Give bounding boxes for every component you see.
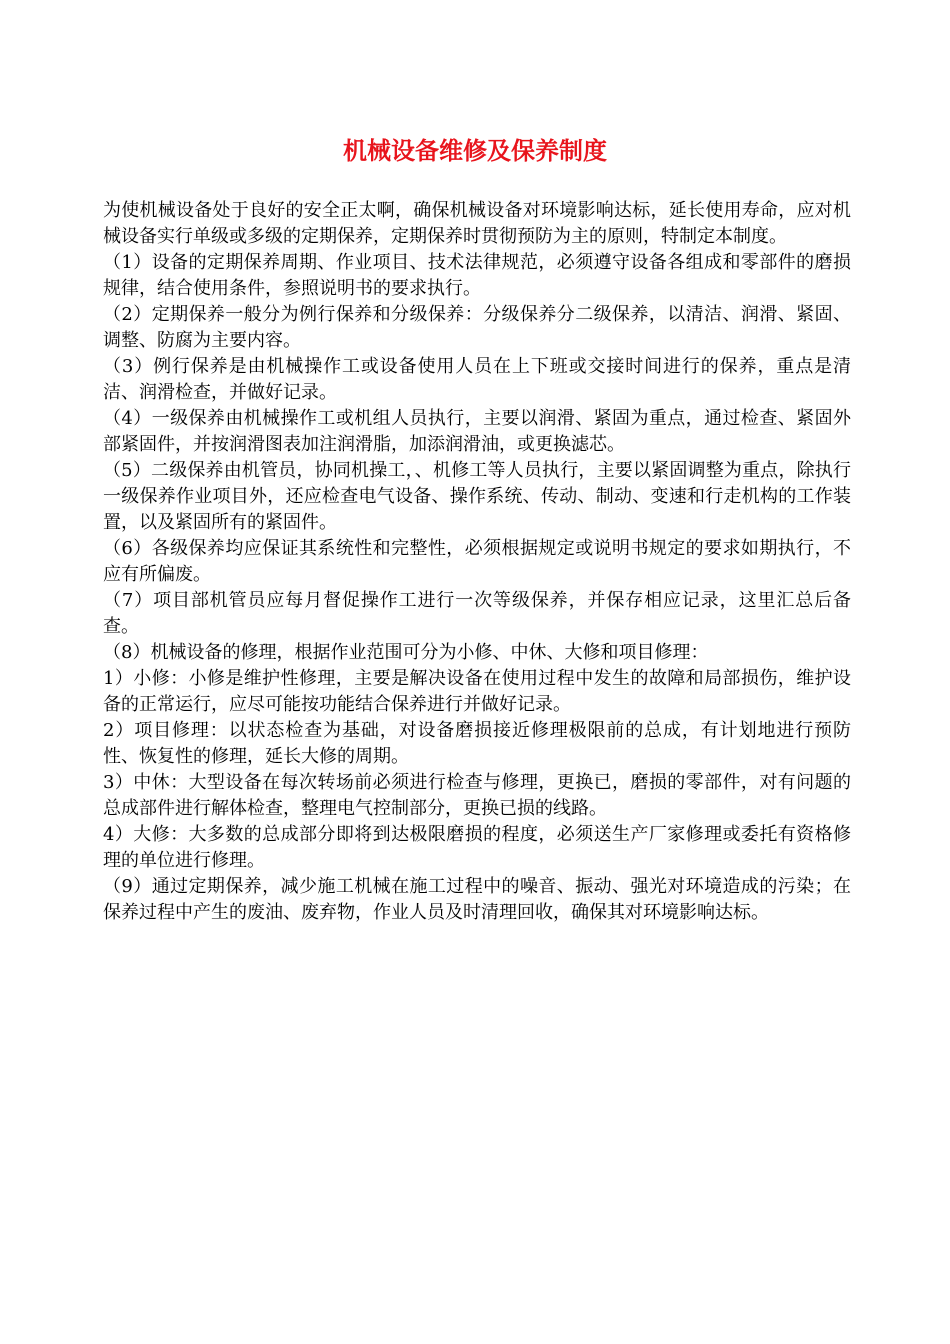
paragraph-6: （6）各级保养均应保证其系统性和完整性，必须根据规定或说明书规定的要求如期执行，不应有所偏废。 [103, 538, 851, 585]
document-title: 机械设备维修及保养制度 [343, 137, 607, 165]
sub-item-overhaul: 4）大修：大多数的总成部分即将到达极限磨损的程度，必须送生产厂家修理或委托有资格修理的单位进行修理。 [103, 824, 851, 871]
paragraph-1: （1）设备的定期保养周期、作业项目、技术法律规范，必须遵守设备各组成和零部件的磨损规律，结合使用条件，参照说明书的要求执行。 [103, 252, 851, 299]
paragraph-8: （8）机械设备的修理，根据作业范围可分为小修、中休、大修和项目修理： [103, 642, 709, 663]
sub-item-minor-repair: 1）小修：小修是维护性修理，主要是解决设备在使用过程中发生的故障和局部损伤，维护设备的正常运行，应尽可能按功能结合保养进行并做好记录。 [103, 668, 851, 715]
intro-paragraph: 为使机械设备处于良好的安全正太啊，确保机械设备对环境影响达标，延长使用寿命，应对机械设备实行单级或多级的定期保养，定期保养时贯彻预防为主的原则，特制定本制度。 [103, 200, 851, 247]
paragraph-5: （5）二级保养由机管员，协同机操工，、机修工等人员执行，主要以紧固调整为重点，除执行一级保养作业项目外，还应检查电气设备、操作系统、传动、制动、变速和行走机构的工作装置，以及紧固所有的紧固件。 [103, 460, 851, 533]
sub-item-project-repair: 2）项目修理：以状态检查为基础，对设备磨损接近修理极限前的总成，有计划地进行预防性、恢复性的修理，延长大修的周期。 [103, 720, 851, 767]
paragraph-4: （4）一级保养由机械操作工或机组人员执行，主要以润滑、紧固为重点，通过检查、紧固外部紧固件，并按润滑图表加注润滑脂，加添润滑油，或更换滤芯。 [103, 408, 851, 455]
paragraph-2: （2）定期保养一般分为例行保养和分级保养：分级保养分二级保养，以清洁、润滑、紧固、调整、防腐为主要内容。 [103, 304, 851, 351]
paragraph-9: （9）通过定期保养，减少施工机械在施工过程中的噪音、振动、强光对环境造成的污染；在保养过程中产生的废油、废弃物，作业人员及时清理回收，确保其对环境影响达标。 [103, 876, 851, 923]
paragraph-7: （7）项目部机管员应每月督促操作工进行一次等级保养，并保存相应记录，这里汇总后备查。 [103, 590, 851, 637]
paragraph-3: （3）例行保养是由机械操作工或设备使用人员在上下班或交接时间进行的保养，重点是清洁、润滑检查，并做好记录。 [103, 356, 851, 403]
sub-item-medium-repair: 3）中休：大型设备在每次转场前必须进行检查与修理，更换已，磨损的零部件，对有问题的总成部件进行解体检查，整理电气控制部分，更换已损的线路。 [103, 772, 851, 819]
document-body [103, 198, 851, 926]
